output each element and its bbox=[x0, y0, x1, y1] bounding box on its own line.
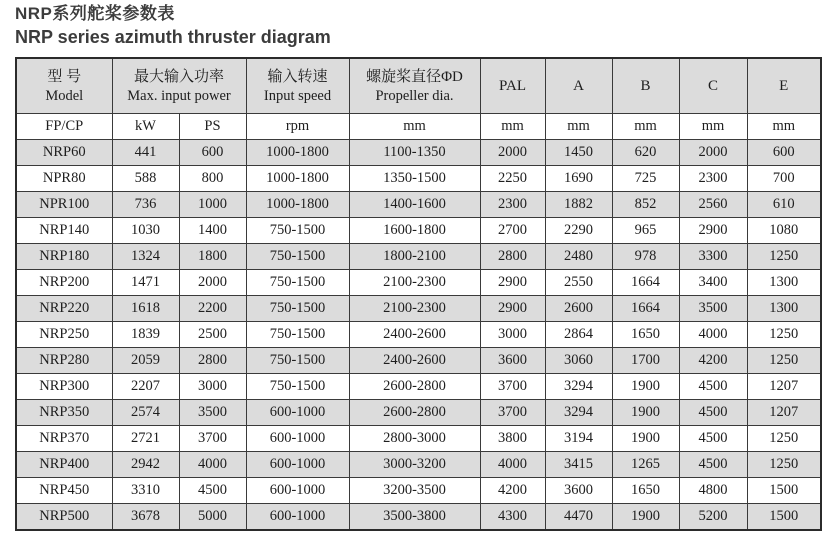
value-cell: 2800 bbox=[179, 348, 246, 374]
col-header-power-cn: 最大输入功率 bbox=[133, 68, 224, 85]
table-row bbox=[16, 478, 821, 504]
value-cell: 3500-3800 bbox=[349, 504, 480, 531]
table-row bbox=[16, 400, 821, 426]
value-cell: 1471 bbox=[112, 270, 179, 296]
value-cell: 2864 bbox=[545, 322, 612, 348]
value-cell: 978 bbox=[612, 244, 679, 270]
value-cell: 4000 bbox=[480, 452, 545, 478]
value-cell: 750-1500 bbox=[246, 270, 349, 296]
value-cell: 1300 bbox=[747, 270, 821, 296]
value-cell: 1400-1600 bbox=[349, 192, 480, 218]
value-cell: 1900 bbox=[612, 374, 679, 400]
value-cell: 1900 bbox=[612, 426, 679, 452]
value-cell: 2059 bbox=[112, 348, 179, 374]
value-cell: 3060 bbox=[545, 348, 612, 374]
model-cell: NRP250 bbox=[16, 322, 112, 348]
col-header-propeller-cn: 螺旋桨直径ΦD bbox=[366, 68, 463, 85]
value-cell: 2600 bbox=[545, 296, 612, 322]
value-cell: 1839 bbox=[112, 322, 179, 348]
table-row bbox=[16, 296, 821, 322]
table-header bbox=[16, 58, 821, 140]
value-cell: 750-1500 bbox=[246, 374, 349, 400]
value-cell: 4800 bbox=[679, 478, 747, 504]
value-cell: 3000-3200 bbox=[349, 452, 480, 478]
value-cell: 852 bbox=[612, 192, 679, 218]
value-cell: 2800 bbox=[480, 244, 545, 270]
value-cell: 3700 bbox=[480, 400, 545, 426]
value-cell: 1207 bbox=[747, 374, 821, 400]
value-cell: 1000-1800 bbox=[246, 140, 349, 166]
model-cell: NRP220 bbox=[16, 296, 112, 322]
col-header-speed-en: Input speed bbox=[263, 87, 332, 104]
header-row-labels bbox=[16, 58, 821, 114]
col-header-b bbox=[612, 58, 679, 114]
unit-cell-rpm: rpm bbox=[246, 114, 349, 140]
unit-cell-model: FP/CP bbox=[16, 114, 112, 140]
value-cell: 4300 bbox=[480, 504, 545, 531]
value-cell: 3415 bbox=[545, 452, 612, 478]
value-cell: 3294 bbox=[545, 374, 612, 400]
col-header-propeller-en: Propeller dia. bbox=[375, 87, 454, 104]
value-cell: 2500 bbox=[179, 322, 246, 348]
value-cell: 2300 bbox=[480, 192, 545, 218]
value-cell: 2400-2600 bbox=[349, 348, 480, 374]
unit-cell-c-mm: mm bbox=[679, 114, 747, 140]
value-cell: 4000 bbox=[679, 322, 747, 348]
value-cell: 620 bbox=[612, 140, 679, 166]
value-cell: 725 bbox=[612, 166, 679, 192]
thruster-parameter-table bbox=[15, 57, 822, 531]
value-cell: 600 bbox=[179, 140, 246, 166]
model-cell: NRP280 bbox=[16, 348, 112, 374]
value-cell: 2300 bbox=[679, 166, 747, 192]
col-header-a-label: A bbox=[573, 78, 584, 94]
value-cell: 3500 bbox=[679, 296, 747, 322]
value-cell: 736 bbox=[112, 192, 179, 218]
value-cell: 600-1000 bbox=[246, 426, 349, 452]
value-cell: 1664 bbox=[612, 270, 679, 296]
col-header-model bbox=[16, 58, 112, 114]
value-cell: 4500 bbox=[679, 452, 747, 478]
unit-cell-e-mm: mm bbox=[747, 114, 821, 140]
value-cell: 3200-3500 bbox=[349, 478, 480, 504]
value-cell: 600-1000 bbox=[246, 504, 349, 531]
unit-cell-pal-mm: mm bbox=[480, 114, 545, 140]
col-header-speed-cn: 输入转速 bbox=[267, 68, 328, 85]
model-cell: NPR80 bbox=[16, 166, 112, 192]
table-row bbox=[16, 166, 821, 192]
value-cell: 965 bbox=[612, 218, 679, 244]
value-cell: 3310 bbox=[112, 478, 179, 504]
col-header-model-en: Model bbox=[45, 87, 84, 104]
table-row bbox=[16, 270, 821, 296]
value-cell: 600-1000 bbox=[246, 452, 349, 478]
value-cell: 2207 bbox=[112, 374, 179, 400]
col-header-a bbox=[545, 58, 612, 114]
value-cell: 2600-2800 bbox=[349, 374, 480, 400]
value-cell: 600-1000 bbox=[246, 478, 349, 504]
value-cell: 1250 bbox=[747, 452, 821, 478]
value-cell: 4000 bbox=[179, 452, 246, 478]
value-cell: 5000 bbox=[179, 504, 246, 531]
table-row bbox=[16, 244, 821, 270]
table-row bbox=[16, 192, 821, 218]
value-cell: 1800 bbox=[179, 244, 246, 270]
value-cell: 2100-2300 bbox=[349, 296, 480, 322]
value-cell: 1250 bbox=[747, 348, 821, 374]
value-cell: 2700 bbox=[480, 218, 545, 244]
title-block bbox=[15, 2, 830, 49]
value-cell: 2480 bbox=[545, 244, 612, 270]
value-cell: 1450 bbox=[545, 140, 612, 166]
value-cell: 4200 bbox=[679, 348, 747, 374]
value-cell: 1324 bbox=[112, 244, 179, 270]
header-row-units bbox=[16, 114, 821, 140]
value-cell: 700 bbox=[747, 166, 821, 192]
table-row bbox=[16, 322, 821, 348]
value-cell: 2100-2300 bbox=[349, 270, 480, 296]
value-cell: 1400 bbox=[179, 218, 246, 244]
value-cell: 1900 bbox=[612, 504, 679, 531]
model-cell: NRP300 bbox=[16, 374, 112, 400]
unit-cell-ps: PS bbox=[179, 114, 246, 140]
col-header-pal bbox=[480, 58, 545, 114]
model-cell: NRP180 bbox=[16, 244, 112, 270]
value-cell: 1000 bbox=[179, 192, 246, 218]
model-cell: NRP140 bbox=[16, 218, 112, 244]
value-cell: 3500 bbox=[179, 400, 246, 426]
value-cell: 3678 bbox=[112, 504, 179, 531]
model-cell: NRP370 bbox=[16, 426, 112, 452]
model-cell: NRP200 bbox=[16, 270, 112, 296]
value-cell: 441 bbox=[112, 140, 179, 166]
value-cell: 588 bbox=[112, 166, 179, 192]
col-header-power-en: Max. input power bbox=[127, 87, 231, 104]
value-cell: 1265 bbox=[612, 452, 679, 478]
table-row bbox=[16, 426, 821, 452]
value-cell: 1250 bbox=[747, 322, 821, 348]
value-cell: 2600-2800 bbox=[349, 400, 480, 426]
table-row bbox=[16, 218, 821, 244]
value-cell: 600-1000 bbox=[246, 400, 349, 426]
value-cell: 1600-1800 bbox=[349, 218, 480, 244]
value-cell: 3000 bbox=[179, 374, 246, 400]
value-cell: 2400-2600 bbox=[349, 322, 480, 348]
value-cell: 1500 bbox=[747, 478, 821, 504]
value-cell: 2000 bbox=[179, 270, 246, 296]
value-cell: 1882 bbox=[545, 192, 612, 218]
table-body bbox=[16, 140, 821, 531]
value-cell: 1800-2100 bbox=[349, 244, 480, 270]
value-cell: 3800 bbox=[480, 426, 545, 452]
value-cell: 2574 bbox=[112, 400, 179, 426]
col-header-e-label: E bbox=[779, 78, 789, 94]
value-cell: 1300 bbox=[747, 296, 821, 322]
value-cell: 2000 bbox=[679, 140, 747, 166]
page-title-english: NRP series azimuth thruster diagram bbox=[15, 27, 331, 47]
unit-cell-propeller-mm: mm bbox=[349, 114, 480, 140]
value-cell: 800 bbox=[179, 166, 246, 192]
unit-cell-b-mm: mm bbox=[612, 114, 679, 140]
col-header-c-label: C bbox=[707, 78, 718, 94]
value-cell: 2200 bbox=[179, 296, 246, 322]
model-cell: NRP60 bbox=[16, 140, 112, 166]
value-cell: 3700 bbox=[179, 426, 246, 452]
value-cell: 2560 bbox=[679, 192, 747, 218]
value-cell: 3300 bbox=[679, 244, 747, 270]
value-cell: 4500 bbox=[179, 478, 246, 504]
unit-cell-a-mm: mm bbox=[545, 114, 612, 140]
value-cell: 1664 bbox=[612, 296, 679, 322]
col-header-propeller-dia bbox=[349, 58, 480, 114]
value-cell: 1650 bbox=[612, 478, 679, 504]
page-title-chinese: NRP系列舵桨参数表 bbox=[15, 4, 175, 23]
value-cell: 750-1500 bbox=[246, 348, 349, 374]
value-cell: 750-1500 bbox=[246, 322, 349, 348]
value-cell: 4500 bbox=[679, 400, 747, 426]
value-cell: 1000-1800 bbox=[246, 192, 349, 218]
value-cell: 3700 bbox=[480, 374, 545, 400]
table-row bbox=[16, 374, 821, 400]
value-cell: 1100-1350 bbox=[349, 140, 480, 166]
value-cell: 2800-3000 bbox=[349, 426, 480, 452]
value-cell: 1000-1800 bbox=[246, 166, 349, 192]
col-header-model-cn: 型 号 bbox=[47, 68, 82, 85]
value-cell: 1030 bbox=[112, 218, 179, 244]
value-cell: 2900 bbox=[679, 218, 747, 244]
value-cell: 1207 bbox=[747, 400, 821, 426]
col-header-e bbox=[747, 58, 821, 114]
value-cell: 1690 bbox=[545, 166, 612, 192]
value-cell: 600 bbox=[747, 140, 821, 166]
value-cell: 750-1500 bbox=[246, 296, 349, 322]
value-cell: 750-1500 bbox=[246, 218, 349, 244]
value-cell: 1250 bbox=[747, 426, 821, 452]
value-cell: 3600 bbox=[545, 478, 612, 504]
value-cell: 3294 bbox=[545, 400, 612, 426]
value-cell: 2290 bbox=[545, 218, 612, 244]
value-cell: 2721 bbox=[112, 426, 179, 452]
value-cell: 3000 bbox=[480, 322, 545, 348]
value-cell: 1250 bbox=[747, 244, 821, 270]
table-row bbox=[16, 140, 821, 166]
value-cell: 4500 bbox=[679, 374, 747, 400]
col-header-b-label: B bbox=[640, 78, 651, 94]
model-cell: NRP400 bbox=[16, 452, 112, 478]
value-cell: 750-1500 bbox=[246, 244, 349, 270]
value-cell: 4470 bbox=[545, 504, 612, 531]
model-cell: NPR100 bbox=[16, 192, 112, 218]
value-cell: 2250 bbox=[480, 166, 545, 192]
value-cell: 1650 bbox=[612, 322, 679, 348]
value-cell: 2900 bbox=[480, 270, 545, 296]
value-cell: 4500 bbox=[679, 426, 747, 452]
model-cell: NRP350 bbox=[16, 400, 112, 426]
col-header-c bbox=[679, 58, 747, 114]
table-row bbox=[16, 452, 821, 478]
value-cell: 1700 bbox=[612, 348, 679, 374]
unit-cell-kw: kW bbox=[112, 114, 179, 140]
value-cell: 3600 bbox=[480, 348, 545, 374]
value-cell: 1900 bbox=[612, 400, 679, 426]
value-cell: 2900 bbox=[480, 296, 545, 322]
table-row bbox=[16, 348, 821, 374]
model-cell: NRP450 bbox=[16, 478, 112, 504]
value-cell: 1500 bbox=[747, 504, 821, 531]
value-cell: 2942 bbox=[112, 452, 179, 478]
value-cell: 1080 bbox=[747, 218, 821, 244]
value-cell: 1618 bbox=[112, 296, 179, 322]
value-cell: 5200 bbox=[679, 504, 747, 531]
value-cell: 610 bbox=[747, 192, 821, 218]
table-row bbox=[16, 504, 821, 531]
value-cell: 3194 bbox=[545, 426, 612, 452]
value-cell: 2550 bbox=[545, 270, 612, 296]
value-cell: 4200 bbox=[480, 478, 545, 504]
col-header-pal-label: PAL bbox=[499, 78, 526, 94]
value-cell: 1350-1500 bbox=[349, 166, 480, 192]
model-cell: NRP500 bbox=[16, 504, 112, 531]
value-cell: 2000 bbox=[480, 140, 545, 166]
col-header-input-speed bbox=[246, 58, 349, 114]
value-cell: 3400 bbox=[679, 270, 747, 296]
col-header-max-input-power bbox=[112, 58, 246, 114]
